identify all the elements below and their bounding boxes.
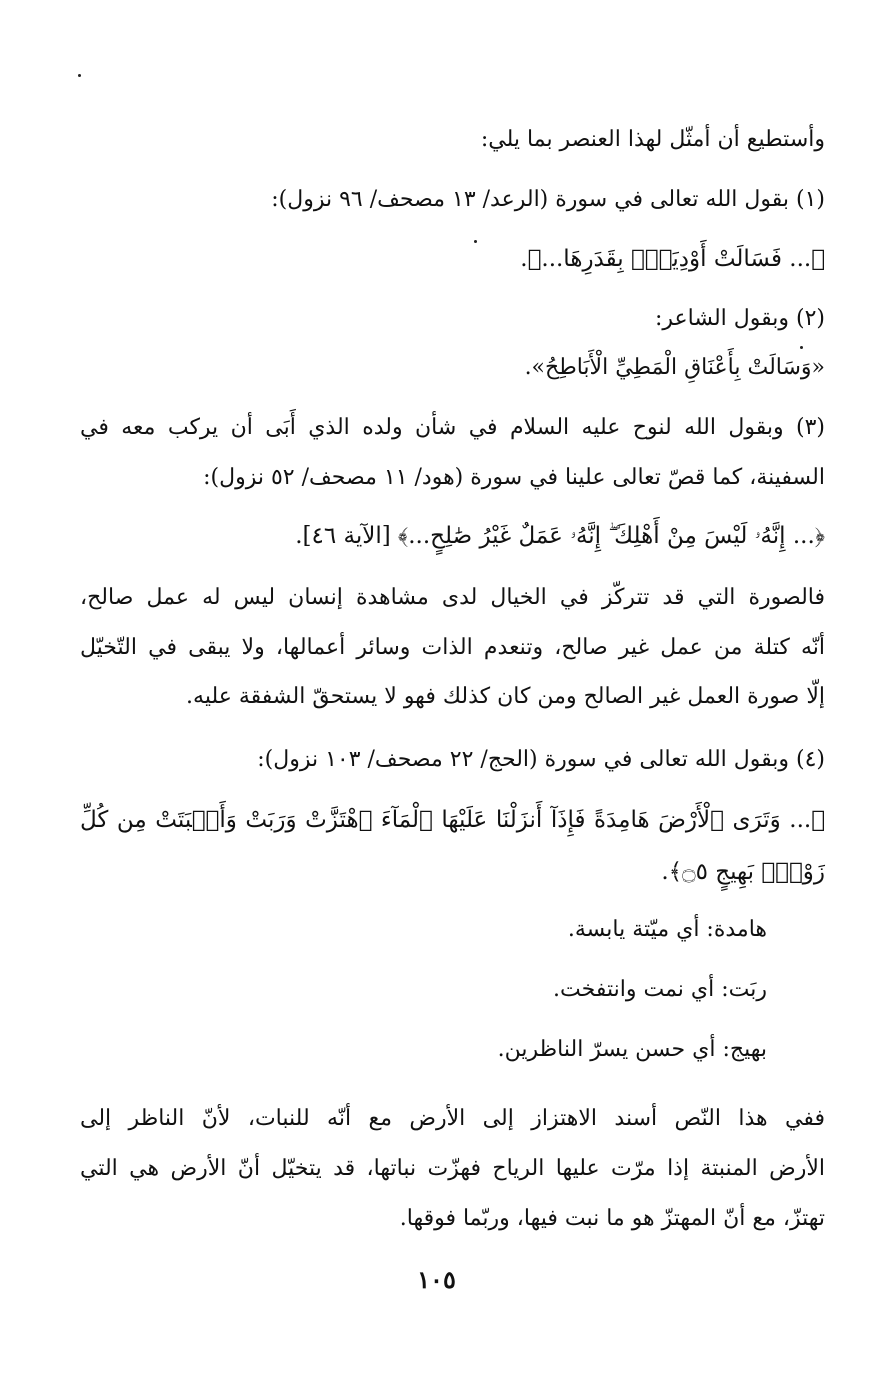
definition-hamida: هامدة: أي ميّتة يابسة.	[567, 917, 767, 942]
ink-speck	[78, 74, 81, 77]
example-3-line-1: (٣) وبقول الله لنوح عليه السلام في شأن ولده الذي أَبَى أن يركب معه في	[80, 415, 825, 440]
quran-verse-2: ﴿... إِنَّهُۥ لَيْسَ مِنْ أَهْلِكَ ۖ إِنَّهُۥ عَمَلٌ غَيْرُ صَٰلِحٍ...﴾ [الآية ٤٦].	[295, 523, 825, 549]
commentary-line-3: إلّا صورة العمل غير الصالح ومن كان كذلك فهو لا يستحقّ الشفقة عليه.	[186, 684, 825, 709]
quran-verse-3-line-1: ﴿... وَتَرَى ٱلْأَرْضَ هَامِدَةً فَإِذَآ أَنزَلْنَا عَلَيْهَا ٱلْمَآءَ ٱهْتَزَّتْ وَرَبَتْ وَأَنۢبَتَتْ مِن كُلِّ	[80, 807, 825, 833]
example-1-heading: (١) بقول الله تعالى في سورة (الرعد/ ١٣ مصحف/ ٩٦ نزول):	[271, 187, 825, 212]
quran-verse-3-line-2: زَوْجٍۭ بَهِيجٍ ۝٥﴾.	[661, 859, 825, 885]
conclusion-line-2: الأرض المنبتة إذا مرّت عليها الرياح فهزّت نباتها، قد يتخيّل أنّ الأرض هي التي	[80, 1156, 825, 1181]
commentary-line-1: فالصورة التي قد تتركّز في الخيال لدى مشاهدة إنسان ليس له عمل صالح،	[80, 585, 825, 610]
poetry-verse: «وَسَالَتْ بِأَعْنَاقِ الْمَطِيِّ الْأَبَاطِحُ».	[524, 355, 825, 380]
definition-rabat: ربَت: أي نمت وانتفخت.	[553, 977, 767, 1002]
quran-verse-1: ﴿... فَسَالَتْ أَوْدِيَةٌۢ بِقَدَرِهَا...﴾.	[520, 246, 825, 272]
conclusion-line-1: ففي هذا النّص أسند الاهتزاز إلى الأرض مع أنّه للنبات، لأنّ الناظر إلى	[80, 1106, 825, 1131]
page-number: ١٠٥	[417, 1265, 456, 1294]
intro-line: وأستطيع أن أمثّل لهذا العنصر بما يلي:	[480, 127, 825, 152]
example-3-line-2: السفينة، كما قصّ تعالى علينا في سورة (هود/ ١١ مصحف/ ٥٢ نزول):	[203, 465, 825, 490]
commentary-line-2: أنّه كتلة من عمل غير صالح، وتنعدم الذات وسائر أعمالها، ولا يبقى في التّخيّل	[80, 635, 825, 660]
conclusion-line-3: تهتزّ، مع أنّ المهتزّ هو ما نبت فيها، وربّما فوقها.	[399, 1206, 825, 1231]
definition-bahij: بهيج: أي حسن يسرّ الناظرين.	[497, 1037, 767, 1062]
example-4-heading: (٤) وبقول الله تعالى في سورة (الحج/ ٢٢ مصحف/ ١٠٣ نزول):	[257, 747, 825, 772]
example-2-heading: (٢) وبقول الشاعر:	[654, 306, 825, 331]
ink-speck	[800, 346, 803, 349]
